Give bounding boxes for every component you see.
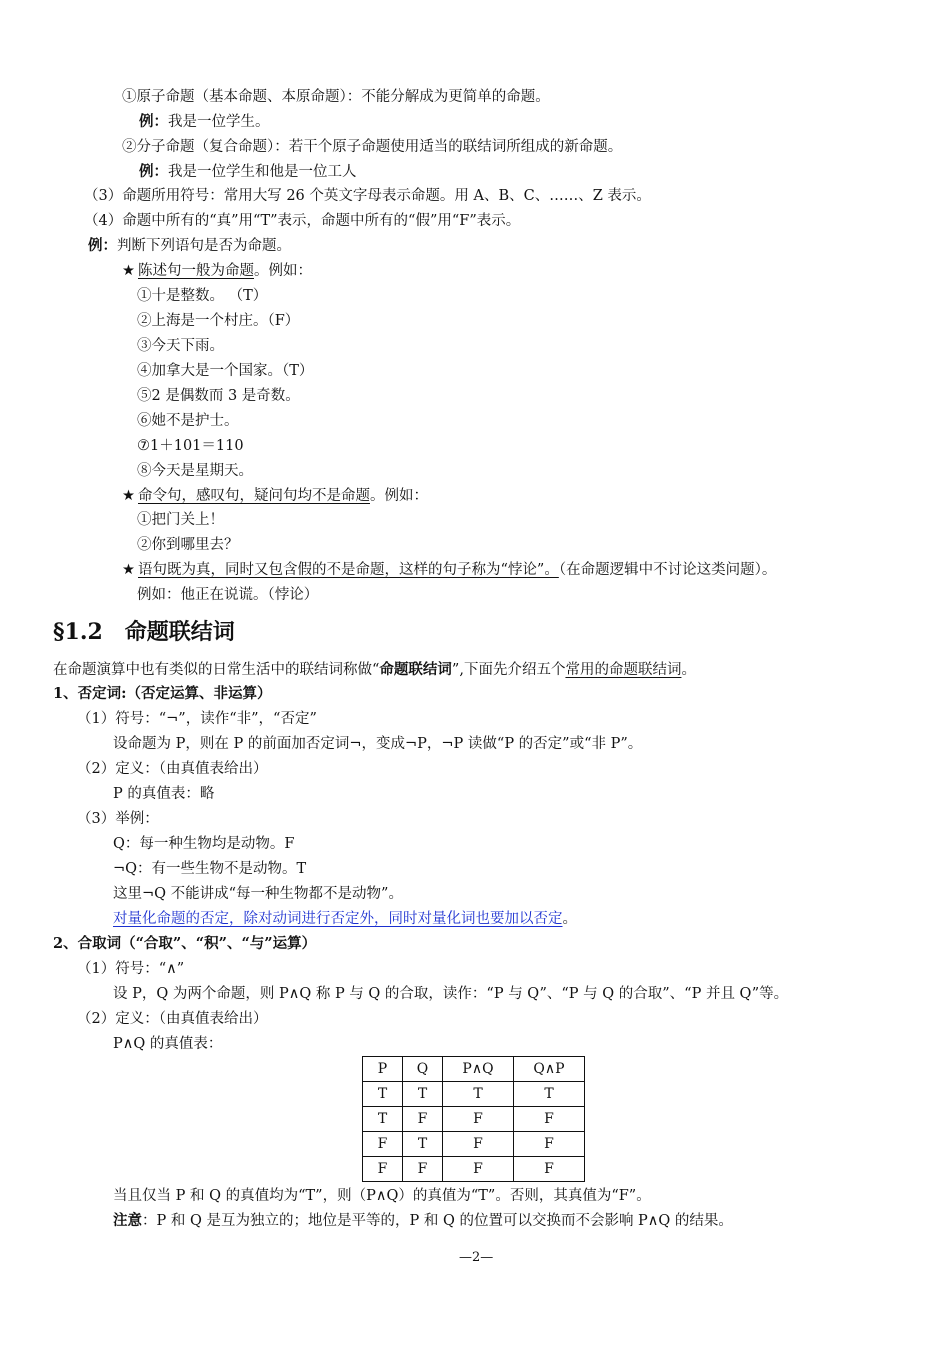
table-row [363, 1157, 585, 1182]
star-icon: ★ [122, 488, 135, 504]
table-cell: F [363, 1157, 403, 1182]
imperative-heading-line [122, 486, 428, 506]
negation-example-heading: （3）举例： [77, 811, 159, 827]
example-text: 我是一位学生和他是一位工人 [168, 164, 357, 180]
table-cell: T [403, 1132, 443, 1157]
atomic-proposition-line: ①原子命题（基本命题、本原命题）：不能分解成为更简单的命题。 [122, 89, 550, 105]
table-header-row [363, 1057, 585, 1082]
negation-definition: （2）定义：（由真值表给出） [77, 761, 268, 777]
note-text: ：P 和 Q 是互为独立的；地位是平等的，P 和 Q 的位置可以交换而不会影响 P∧Q 的结果。 [142, 1213, 733, 1229]
table-cell: F [403, 1157, 443, 1182]
table-cell: F [514, 1107, 585, 1132]
paradox-example: 例如：他正在说谎。（悖论） [137, 587, 319, 603]
negation-definition-desc: P 的真值表：略 [113, 786, 215, 802]
table-cell: F [514, 1157, 585, 1182]
atomic-example-line [139, 112, 270, 132]
truth-values-line: （4）命题中所有的“真”用“T”表示，命题中所有的“假”用“F”表示。 [84, 213, 521, 229]
table-row [363, 1132, 585, 1157]
list-item: ②上海是一个村庄。（F） [137, 313, 300, 329]
conjunction-definition: （2）定义：（由真值表给出） [77, 1011, 268, 1027]
list-item: ③今天下雨。 [137, 338, 224, 354]
table-cell: T [443, 1082, 514, 1107]
table-cell: F [443, 1132, 514, 1157]
conjunction-note-line [113, 1211, 733, 1231]
section-heading [53, 617, 235, 647]
imperative-heading: 命令句，感叹句，疑问句均不是命题 [138, 488, 370, 504]
quantified-negation-link[interactable]: 对量化命题的否定，除对动词进行否定外，同时对量化词也要加以否定 [113, 911, 563, 927]
intro-paragraph [53, 660, 696, 680]
list-item: ④加拿大是一个国家。（T） [137, 363, 314, 379]
truth-table [362, 1056, 585, 1182]
conjunction-conclusion: 当且仅当 P 和 Q 的真值均为“T”，则（P∧Q）的真值为“T”。否则，其真值为“F”。 [113, 1188, 651, 1204]
intro-text: 在命题演算中也有类似的日常生活中的联结词称做“ [53, 662, 380, 678]
compound-example-line [139, 162, 357, 182]
example-text: 我是一位学生。 [168, 114, 270, 130]
paradox-heading-line [122, 560, 776, 580]
paradox-suffix: （在命题逻辑中不讨论这类问题）。 [558, 562, 777, 578]
note-label: 注意 [113, 1212, 142, 1229]
negation-q: Q：每一种生物均是动物。F [113, 836, 295, 852]
star-icon: ★ [122, 562, 135, 578]
compound-proposition-line: ②分子命题（复合命题）：若干个原子命题使用适当的联结词所组成的新命题。 [122, 139, 623, 155]
negation-symbol: （1）符号：“¬”，读作“非”，“否定” [77, 711, 317, 727]
conjunction-symbol-desc: 设 P，Q 为两个命题，则 P∧Q 称 P 与 Q 的合取，读作：“P 与 Q”、“P 与 Q 的合取”、“P 并且 Q”等。 [113, 986, 789, 1002]
table-cell: F [514, 1132, 585, 1157]
negation-note: 这里¬Q 不能讲成“每一种生物都不是动物”。 [113, 886, 403, 902]
intro-bold-term: 命题联结词 [379, 661, 452, 678]
table-cell: T [514, 1082, 585, 1107]
table-cell: F [443, 1157, 514, 1182]
declarative-heading-line [122, 261, 312, 281]
table-row [363, 1082, 585, 1107]
negation-not-q: ¬Q：有一些生物不是动物。T [113, 861, 307, 877]
judge-text: 判断下列语句是否为命题。 [117, 238, 291, 254]
list-item: ⑦1＋101＝110 [137, 438, 244, 454]
judge-line [88, 236, 291, 256]
conjunction-symbol: （1）符号：“∧” [77, 961, 185, 977]
section-title: 命题联结词 [124, 619, 235, 645]
quantified-negation-line [113, 909, 577, 929]
example-label: 例： [139, 113, 168, 130]
table-cell: T [363, 1082, 403, 1107]
declarative-suffix: 。例如： [254, 263, 312, 279]
period: 。 [562, 911, 577, 927]
negation-title: 1、否定词:（否定运算、非运算） [53, 685, 272, 702]
list-item: ⑤2 是偶数而 3 是奇数。 [137, 388, 300, 404]
page-number: —2— [459, 1250, 494, 1265]
table-cell: F [403, 1107, 443, 1132]
paradox-heading: 语句既为真，同时又包含假的不是命题，这样的句子称为“悖论”。 [138, 562, 559, 578]
list-item: ②你到哪里去？ [137, 537, 239, 553]
list-item: ①十是整数。 （T） [137, 288, 268, 304]
table-header-cell: P [363, 1057, 403, 1082]
table-header-cell: Q [403, 1057, 443, 1082]
declarative-heading: 陈述句一般为命题 [138, 263, 254, 279]
negation-symbol-desc: 设命题为 P，则在 P 的前面加否定词¬，变成¬P，¬P 读做“P 的否定”或“非 P”。 [113, 736, 643, 752]
list-item: ①把门关上！ [137, 512, 224, 528]
imperative-suffix: 。例如： [370, 488, 428, 504]
intro-underlined-term: 常用的命题联结词 [565, 662, 682, 678]
table-cell: T [363, 1107, 403, 1132]
table-header-cell: Q∧P [514, 1057, 585, 1082]
intro-text: ”,下面先介绍五个 [451, 662, 566, 678]
truth-table-caption: P∧Q 的真值表： [113, 1036, 223, 1052]
list-item: ⑧今天是星期天。 [137, 463, 253, 479]
table-header-cell: P∧Q [443, 1057, 514, 1082]
table-cell: T [403, 1082, 443, 1107]
table-cell: F [363, 1132, 403, 1157]
example-label: 例： [88, 237, 117, 254]
example-label: 例： [139, 163, 168, 180]
section-number: §1.2 [53, 619, 103, 645]
conjunction-title: 2、合取词（“合取”、“积”、“与”运算） [53, 935, 317, 952]
list-item: ⑥她不是护士。 [137, 413, 239, 429]
star-icon: ★ [122, 263, 135, 279]
table-row [363, 1107, 585, 1132]
intro-text: 。 [681, 662, 696, 678]
table-cell: F [443, 1107, 514, 1132]
symbols-line: （3）命题所用符号：常用大写 26 个英文字母表示命题。用 A、B、C、……、Z 表示。 [84, 188, 651, 204]
